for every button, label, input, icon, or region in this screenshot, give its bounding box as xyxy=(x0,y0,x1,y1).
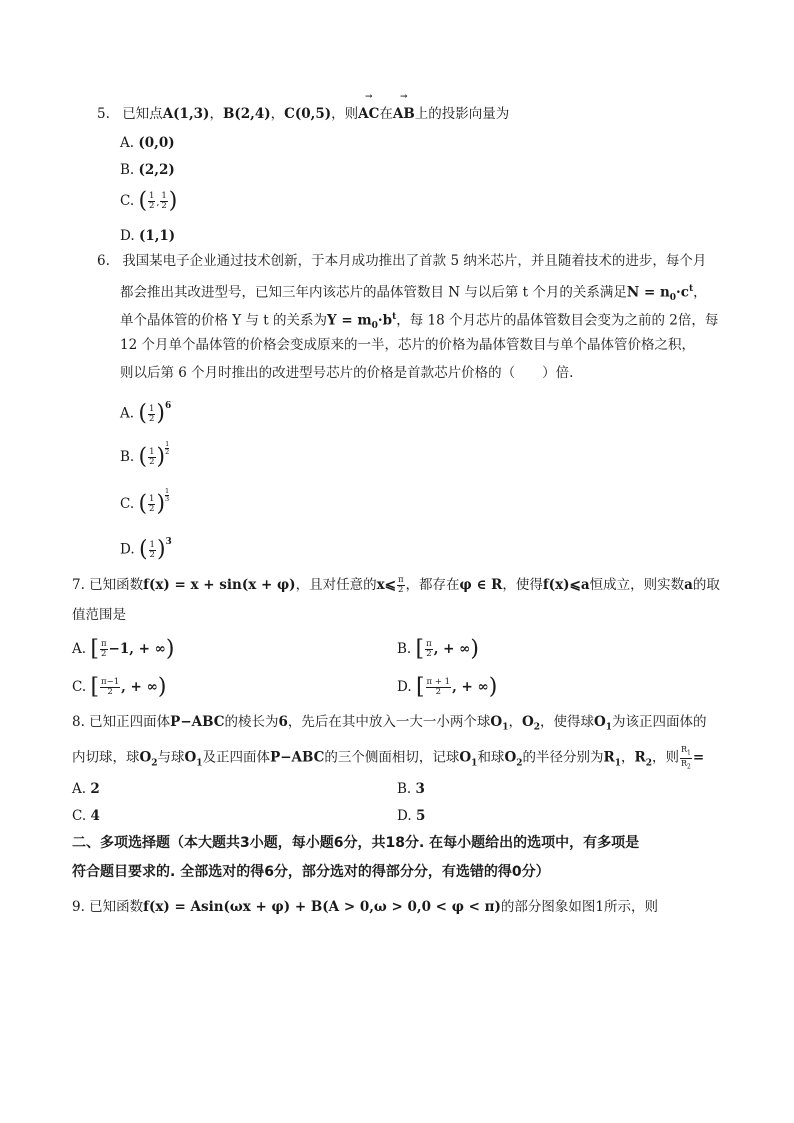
q6-number: 6. xyxy=(97,253,110,269)
q7-option-d: D. [ $\frac{\pi + 1}{2}$ , + ∞) xyxy=(397,674,498,700)
fraction: $\frac{1}{2}$ xyxy=(149,191,155,211)
q5-option-a: A. (0,0) xyxy=(120,135,175,151)
q6-option-b: B. ( $\frac{1}{2}$ ) $\frac{1}{2}$ xyxy=(120,440,170,470)
q6-option-c: C. ( $\frac{1}{2}$ ) $\frac{1}{3}$ xyxy=(120,487,170,517)
q5-number: 5. xyxy=(97,106,110,122)
q7-line2: 值范围是 xyxy=(72,607,126,623)
q8-option-d: D. 5 xyxy=(397,808,426,824)
q9-stem: 9. 已知函数f(x) = Asin(ωx + φ) + B(A > 0,ω > 0,0 < φ < π)的部分图象如图1所示，则 xyxy=(72,899,658,915)
vector-ac: → AC xyxy=(358,104,379,124)
q6-line4: 12 个月单个晶体管的价格会变成原来的一半，芯片的价格为晶体管数目与单个晶体管价格之积， xyxy=(120,337,695,353)
section-2-heading-line1: 二、多项选择题（本大题共3小题，每小题6分，共18分. 在每小题给出的选项中，有多项是 xyxy=(72,835,640,851)
q5-stem: 5. 已知点A(1,3)，B(2,4)，C(0,5)，则→ AC在→ AB上的投影向量为 xyxy=(97,104,509,124)
q6-option-a: A. ( $\frac{1}{2}$ )$^6$ xyxy=(120,401,172,426)
q8-option-b: B. 3 xyxy=(397,781,425,797)
q5-option-d: D. (1,1) xyxy=(120,228,176,244)
q6-line5: 则以后第 6 个月时推出的改进型号芯片的价格是首款芯片价格的（ ）倍. xyxy=(120,365,574,381)
q7-option-c: C. [ $\frac{\pi-1}{2}$ , + ∞) xyxy=(72,674,167,700)
q8-line2: 内切球，球$O_2$与球$O_1$及正四面体P−ABC的三个侧面相切，记球$O_1$和球$O_2$的半径分别为$R_1$，$R_2$，则 $\frac{R_1}{R_2}$ = xyxy=(72,745,705,771)
vector-ab: → AB xyxy=(393,104,415,124)
q6-line3: 单个晶体管的价格 Y 与 t 的关系为$Y = m_0\cdot b^t$，每 18 个月芯片的晶体管数目会变为之前的 2倍，每 xyxy=(120,312,719,332)
q6-line2: 都会推出其改进型号，已知三年内该芯片的晶体管数目 N 与以后第 t 个月的关系满足$N = n_0\cdot c^t$， xyxy=(120,284,707,304)
fraction: $\frac{1}{2}$ xyxy=(161,191,167,211)
q5-option-b: B. (2,2) xyxy=(120,162,175,178)
q7-option-b: B. [ $\frac{\pi}{2}$ , + ∞) xyxy=(397,636,479,662)
q5-option-c: C. ( $\frac{1}{2}$ , $\frac{1}{2}$ ) xyxy=(120,188,178,214)
q8-line1: 8. 已知正四面体P−ABC的棱长为6，先后在其中放入一大一小两个球$O_1$，$O_2$，使得球$O_1$为该正四面体的 xyxy=(72,714,707,733)
q8-option-c: C. 4 xyxy=(72,808,100,824)
q7-line1: 7. 已知函数f(x) = x + sin(x + φ)，且对任意的x⩽ $\frac{\pi}{2}$ ，都存在φ ∈ R，使得f(x)⩽a恒成立，则实数a的取 xyxy=(72,575,720,595)
q8-option-a: A. 2 xyxy=(72,781,100,797)
q6-line1: 6. 我国某电子企业通过技术创新，于本月成功推出了首款 5 纳米芯片，并且随着技术的进步，每个月 xyxy=(97,253,707,269)
section-2-heading-line2: 符合题目要求的. 全部选对的得6分，部分选对的得部分分，有选错的得0分） xyxy=(72,864,550,880)
q6-option-d: D. ( $\frac{1}{2}$ )$^3$ xyxy=(120,537,172,562)
q7-option-a: A. [ $\frac{\pi}{2}$ −1, + ∞) xyxy=(72,636,175,662)
